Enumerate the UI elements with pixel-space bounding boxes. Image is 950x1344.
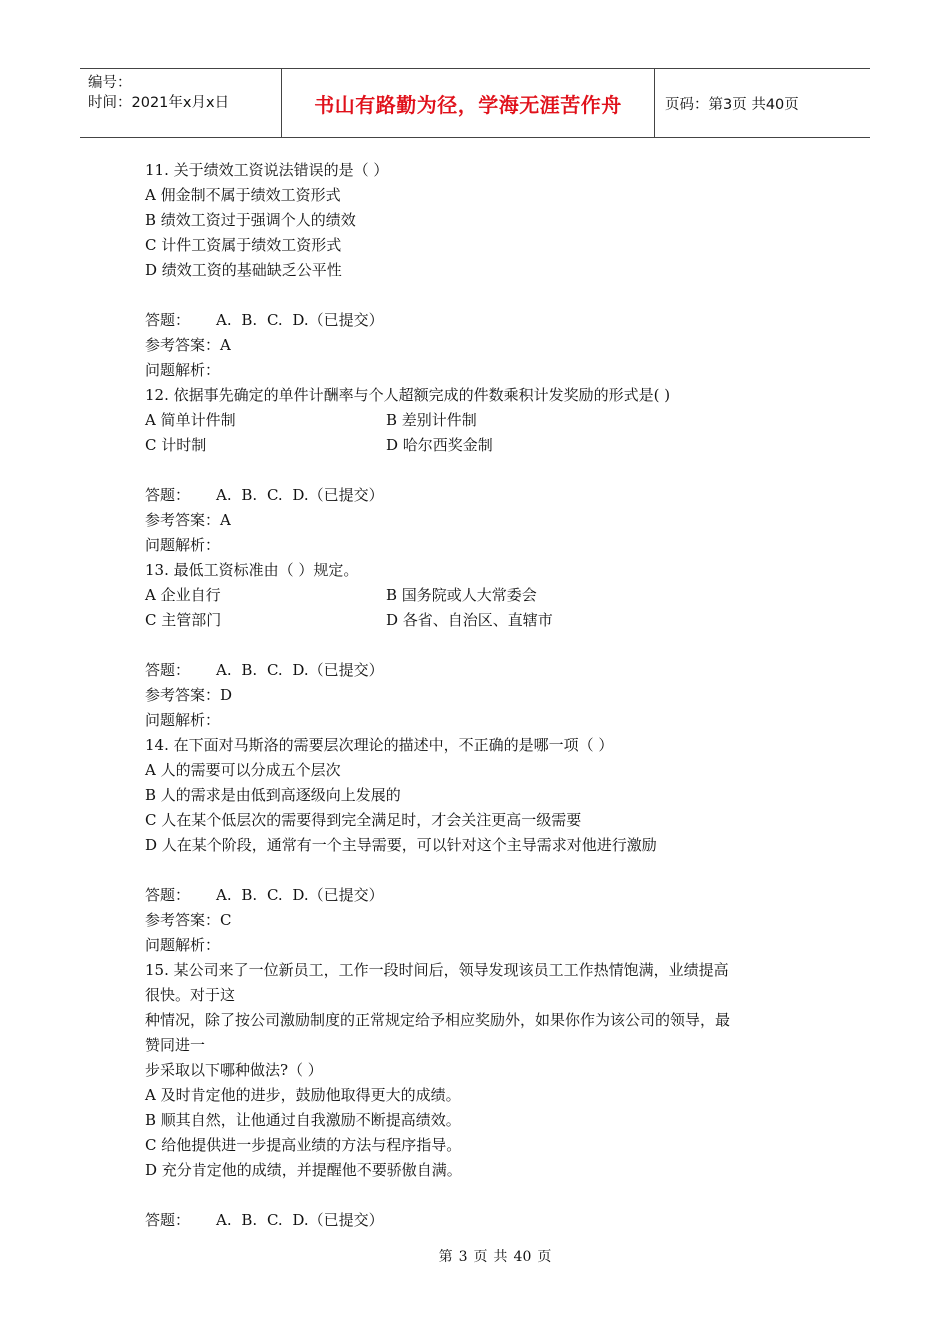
- question-block: [145, 958, 825, 1233]
- option-c: C 给他提供进一步提高业绩的方法与程序指导。: [145, 1136, 462, 1154]
- answer-options[interactable]: A. B. C. D.（已提交）: [216, 661, 384, 679]
- header-meta-cell: [80, 69, 282, 137]
- reference-answer: 参考答案：D: [145, 686, 233, 704]
- page-info: 页码：第3页 共40页: [665, 96, 799, 113]
- option-c: C 计时制: [145, 436, 207, 454]
- question-title: 14. 在下面对马斯洛的需要层次理论的描述中，不正确的是哪一项（ ）: [145, 736, 614, 754]
- option-d: D 哈尔西奖金制: [386, 436, 493, 454]
- header-motto-cell: [282, 69, 655, 137]
- header-page-cell: [655, 69, 870, 137]
- answer-row: [145, 308, 825, 333]
- page-footer: [0, 1246, 950, 1266]
- question-title-line: 赞同进一: [145, 1036, 206, 1054]
- footer-text: 共: [493, 1249, 508, 1265]
- option-c: C 人在某个低层次的需要得到完全满足时，才会关注更高一级需要: [145, 811, 582, 829]
- question-title-line: 种情况，除了按公司激励制度的正常规定给予相应奖励外，如果你作为该公司的领导，最: [145, 1011, 731, 1029]
- time-label: 时间：2021年x月x日: [88, 95, 230, 111]
- answer-options[interactable]: A. B. C. D.（已提交）: [216, 486, 384, 504]
- question-title: 11. 关于绩效工资说法错误的是（ ）: [145, 161, 389, 179]
- option-b: B 国务院或人大常委会: [386, 586, 537, 604]
- reference-answer: 参考答案：A: [145, 511, 231, 529]
- question-title: 12. 依据事先确定的单件计酬率与个人超额完成的件数乘积计发奖励的形式是( ): [145, 386, 671, 404]
- analysis-label: 问题解析：: [145, 936, 221, 954]
- answer-label: 答题：: [145, 311, 191, 329]
- question-title-line: 很快。对于这: [145, 986, 236, 1004]
- answer-label: 答题：: [145, 486, 191, 504]
- question-list: [145, 158, 825, 1233]
- question-title-line: 步采取以下哪种做法?（ ）: [145, 1061, 323, 1079]
- option-c: C 主管部门: [145, 611, 222, 629]
- page-header: [80, 68, 870, 138]
- option-d: D 人在某个阶段，通常有一个主导需要，可以针对这个主导需求对他进行激励: [145, 836, 657, 854]
- question-block: [145, 383, 825, 558]
- answer-options[interactable]: A. B. C. D.（已提交）: [216, 886, 384, 904]
- reference-answer: 参考答案：C: [145, 911, 232, 929]
- option-b: B 绩效工资过于强调个人的绩效: [145, 211, 356, 229]
- answer-label: 答题：: [145, 886, 191, 904]
- option-a: A 及时肯定他的进步，鼓励他取得更大的成绩。: [145, 1086, 461, 1104]
- footer-page-number: 3: [458, 1249, 468, 1265]
- option-a: A 佣金制不属于绩效工资形式: [145, 186, 341, 204]
- analysis-label: 问题解析：: [145, 361, 221, 379]
- option-a: A 简单计件制: [145, 411, 236, 429]
- option-a: A 企业自行: [145, 586, 221, 604]
- answer-label: 答题：: [145, 1211, 191, 1229]
- question-block: [145, 158, 825, 383]
- option-c: C 计件工资属于绩效工资形式: [145, 236, 342, 254]
- answer-row: [145, 1208, 825, 1233]
- answer-row: [145, 883, 825, 908]
- footer-text: 第: [438, 1249, 453, 1265]
- question-block: [145, 733, 825, 958]
- answer-options[interactable]: A. B. C. D.（已提交）: [216, 1211, 384, 1229]
- option-b: B 顺其自然，让他通过自我激励不断提高绩效。: [145, 1111, 461, 1129]
- option-b: B 差别计件制: [386, 411, 477, 429]
- reference-answer: 参考答案：A: [145, 336, 231, 354]
- option-d: D 各省、自治区、直辖市: [386, 611, 553, 629]
- motto-text: 书山有路勤为径，学海无涯苦作舟: [314, 92, 622, 117]
- footer-text: 页: [537, 1249, 552, 1265]
- question-title-line: 15. 某公司来了一位新员工，工作一段时间后，领导发现该员工工作热情饱满，业绩提高: [145, 961, 729, 979]
- question-block: [145, 558, 825, 733]
- analysis-label: 问题解析：: [145, 711, 221, 729]
- analysis-label: 问题解析：: [145, 536, 221, 554]
- code-label: 编号：: [88, 75, 132, 91]
- footer-text: 页: [473, 1249, 488, 1265]
- question-title: 13. 最低工资标准由（ ）规定。: [145, 561, 359, 579]
- option-d: D 绩效工资的基础缺乏公平性: [145, 261, 342, 279]
- option-a: A 人的需要可以分成五个层次: [145, 761, 341, 779]
- answer-row: [145, 483, 825, 508]
- option-d: D 充分肯定他的成绩，并提醒他不要骄傲自满。: [145, 1161, 462, 1179]
- answer-row: [145, 658, 825, 683]
- answer-label: 答题：: [145, 661, 191, 679]
- answer-options[interactable]: A. B. C. D.（已提交）: [216, 311, 384, 329]
- footer-total-pages: 40: [513, 1249, 532, 1265]
- option-b: B 人的需求是由低到高逐级向上发展的: [145, 786, 401, 804]
